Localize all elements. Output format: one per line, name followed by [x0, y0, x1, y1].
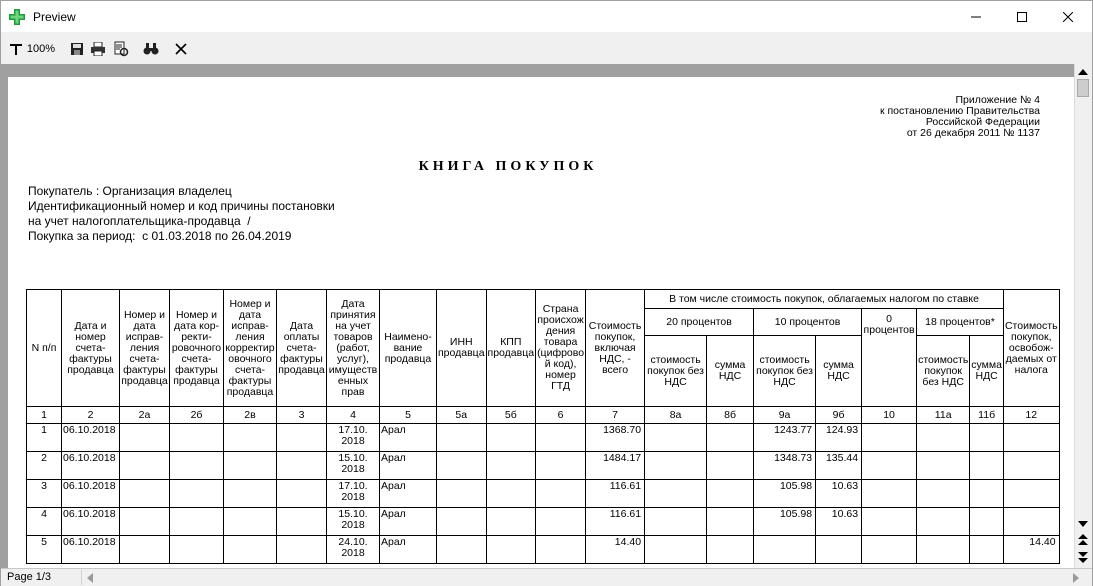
- cell-c12: [1003, 424, 1059, 452]
- column-number: 1: [27, 407, 62, 424]
- cell-empty: [224, 452, 277, 480]
- cell-empty: [862, 480, 917, 508]
- cell-empty: [486, 508, 536, 536]
- column-number: 10: [862, 407, 917, 424]
- cell-n: 1: [27, 424, 62, 452]
- header-total: Стоимость покупок, включая НДС, - всего: [586, 290, 645, 407]
- green-cross-icon: [9, 9, 25, 25]
- column-number: 9а: [754, 407, 816, 424]
- header-pct20: 20 процентов: [645, 309, 754, 336]
- header-payment: Дата оплаты счета-фактуры продавца: [277, 290, 327, 407]
- column-number: 9б: [816, 407, 862, 424]
- print-button[interactable]: [89, 39, 107, 59]
- cell-empty: [536, 536, 586, 564]
- cell-empty: [170, 424, 224, 452]
- header-n: N п/п: [27, 290, 62, 407]
- cell-accept: 24.10. 2018: [327, 536, 380, 564]
- document-title: КНИГА ПОКУПОК: [418, 159, 598, 174]
- cell-date: 06.10.2018: [62, 452, 120, 480]
- cell-empty: [970, 480, 1004, 508]
- table-body: [27, 424, 1060, 564]
- cell-c9a: 1348.73: [754, 452, 816, 480]
- cell-c9b: [816, 536, 862, 564]
- cell-c9b: 10.63: [816, 480, 862, 508]
- find-icon: [143, 42, 159, 56]
- column-number: 5а: [437, 407, 487, 424]
- cell-c9a: 105.98: [754, 480, 816, 508]
- cell-empty: [437, 480, 487, 508]
- header-vat-sum: сумма НДС: [816, 336, 862, 407]
- cell-seller: Арал: [380, 452, 437, 480]
- header-adj-corr-num: Номер и дата исправ-ления корректир овочного счета-фактуры продавца: [224, 290, 277, 407]
- print-icon: [90, 42, 106, 56]
- cell-accept: 15.10. 2018: [327, 452, 380, 480]
- cell-accept: 17.10. 2018: [327, 480, 380, 508]
- cell-empty: [917, 480, 970, 508]
- cell-empty: [224, 536, 277, 564]
- header-cost-wo-vat: стоимость покупок без НДС: [754, 336, 816, 407]
- cell-empty: [277, 536, 327, 564]
- cell-empty: [486, 452, 536, 480]
- cell-total: 14.40: [586, 536, 645, 564]
- page-setup-icon: [113, 41, 129, 57]
- header-exempt: Стоимость покупок, освобож-даемых от налога: [1003, 290, 1059, 407]
- cell-empty: [120, 480, 170, 508]
- column-number: 6: [536, 407, 586, 424]
- page-indicator: Page 1/3: [7, 571, 52, 583]
- scroll-left-icon[interactable]: [86, 573, 94, 583]
- header-vat-sum: сумма НДС: [707, 336, 754, 407]
- header-cost-wo-vat: стоимость покупок без НДС: [645, 336, 707, 407]
- appendix-line: Российской Федерации: [925, 116, 1040, 128]
- cell-empty: [707, 424, 754, 452]
- cell-empty: [224, 508, 277, 536]
- save-icon: [70, 42, 84, 56]
- cell-c9b: 135.44: [816, 452, 862, 480]
- cell-total: 1368.70: [586, 424, 645, 452]
- cell-empty: [862, 536, 917, 564]
- toolbar: [1, 32, 1092, 64]
- cell-empty: [970, 508, 1004, 536]
- header-vat-sum: сумма НДС: [970, 336, 1004, 407]
- cell-empty: [277, 480, 327, 508]
- header-adj-num: Номер и дата кор-ректи-ровочного счета-фактуры продавца: [170, 290, 224, 407]
- cell-seller: Арал: [380, 480, 437, 508]
- cell-n: 3: [27, 480, 62, 508]
- zoom-button[interactable]: [7, 39, 57, 59]
- inn-line: Идентификационный номер и код причины постановки: [28, 199, 335, 213]
- cell-empty: [437, 536, 487, 564]
- scroll-right-icon[interactable]: [1072, 573, 1080, 583]
- column-number: 5б: [486, 407, 536, 424]
- cell-c12: 14.40: [1003, 536, 1059, 564]
- cell-empty: [486, 536, 536, 564]
- cell-n: 5: [27, 536, 62, 564]
- scroll-up-icon[interactable]: [1078, 68, 1088, 76]
- cell-c12: [1003, 480, 1059, 508]
- cell-c9a: [754, 536, 816, 564]
- cell-date: 06.10.2018: [62, 508, 120, 536]
- cell-seller: Арал: [380, 424, 437, 452]
- cell-c12: [1003, 508, 1059, 536]
- cell-empty: [645, 480, 707, 508]
- column-number: 8б: [707, 407, 754, 424]
- cell-n: 2: [27, 452, 62, 480]
- table-row: [27, 452, 1060, 480]
- header-taxed-group: В том числе стоимость покупок, облагаемых налогом по ставке: [645, 290, 1004, 309]
- minimize-icon: [971, 12, 981, 22]
- cell-empty: [277, 452, 327, 480]
- column-number: 4: [327, 407, 380, 424]
- cell-empty: [277, 424, 327, 452]
- cell-accept: 15.10. 2018: [327, 508, 380, 536]
- cell-empty: [536, 508, 586, 536]
- cell-empty: [645, 424, 707, 452]
- purchase-book-table: [26, 289, 1060, 564]
- cell-empty: [437, 424, 487, 452]
- cell-empty: [970, 452, 1004, 480]
- cell-empty: [536, 480, 586, 508]
- cell-empty: [707, 480, 754, 508]
- cell-empty: [645, 452, 707, 480]
- horizontal-scrollbar[interactable]: [81, 570, 1092, 585]
- column-number: 2в: [224, 407, 277, 424]
- minimize-button[interactable]: [953, 1, 999, 32]
- column-number: 11б: [970, 407, 1004, 424]
- close-preview-button[interactable]: [172, 39, 190, 59]
- cell-empty: [224, 424, 277, 452]
- cell-c9a: 1243.77: [754, 424, 816, 452]
- cell-empty: [486, 480, 536, 508]
- document-page: [8, 77, 1074, 568]
- header-date-num: Дата и номер счета-фактуры продавца: [62, 290, 120, 407]
- cell-c9a: 105.98: [754, 508, 816, 536]
- column-number: 7: [586, 407, 645, 424]
- cell-empty: [120, 452, 170, 480]
- table-row: [27, 424, 1060, 452]
- column-number: 12: [1003, 407, 1059, 424]
- cell-empty: [120, 536, 170, 564]
- cell-seller: Арал: [380, 508, 437, 536]
- header-kpp: КПП продавца: [486, 290, 536, 407]
- cell-empty: [437, 508, 487, 536]
- cell-empty: [862, 452, 917, 480]
- cell-empty: [970, 424, 1004, 452]
- cell-empty: [862, 508, 917, 536]
- table-row: [27, 536, 1060, 564]
- close-window-button[interactable]: [1045, 1, 1091, 32]
- cell-total: 116.61: [586, 508, 645, 536]
- header-corr-num: Номер и дата исправ-ления счета-фактуры продавца: [120, 290, 170, 407]
- column-number: 11а: [917, 407, 970, 424]
- cell-empty: [707, 452, 754, 480]
- appendix-line: к постановлению Правительства: [879, 105, 1040, 117]
- cell-empty: [536, 424, 586, 452]
- scroll-thumb[interactable]: [1077, 79, 1089, 97]
- cell-empty: [862, 424, 917, 452]
- column-number: 8а: [645, 407, 707, 424]
- header-cost-wo-vat: стоимость покупок без НДС: [917, 336, 970, 407]
- table-row: [27, 508, 1060, 536]
- window-title: Preview: [33, 10, 76, 24]
- cell-date: 06.10.2018: [62, 424, 120, 452]
- cell-empty: [917, 424, 970, 452]
- cell-empty: [120, 508, 170, 536]
- cell-empty: [170, 452, 224, 480]
- cell-empty: [970, 536, 1004, 564]
- column-number: 3: [277, 407, 327, 424]
- cell-empty: [277, 508, 327, 536]
- vertical-scrollbar[interactable]: [1074, 64, 1092, 568]
- cell-empty: [707, 508, 754, 536]
- zoom-icon: [9, 42, 23, 56]
- cell-c12: [1003, 452, 1059, 480]
- cell-empty: [120, 424, 170, 452]
- header-pct10: 10 процентов: [754, 309, 862, 336]
- status-bar: [1, 568, 1092, 586]
- close-icon: [175, 43, 187, 55]
- cell-seller: Арал: [380, 536, 437, 564]
- column-number: 5: [380, 407, 437, 424]
- preview-area[interactable]: [1, 64, 1074, 568]
- cell-c9b: 124.93: [816, 424, 862, 452]
- cell-c9b: 10.63: [816, 508, 862, 536]
- cell-empty: [645, 536, 707, 564]
- column-number: 2б: [170, 407, 224, 424]
- header-accept-date: Дата принятия на учет товаров (работ, услуг), имуществ енных прав: [327, 290, 380, 407]
- cell-empty: [170, 508, 224, 536]
- header-inn: ИНН продавца: [437, 290, 487, 407]
- cell-empty: [170, 536, 224, 564]
- zoom-level: 100%: [26, 43, 56, 55]
- cell-empty: [917, 508, 970, 536]
- header-pct18: 18 процентов*: [917, 309, 1004, 336]
- cell-empty: [224, 480, 277, 508]
- cell-empty: [707, 536, 754, 564]
- header-pct0: 0 процентов: [862, 309, 917, 407]
- find-button[interactable]: [141, 39, 161, 59]
- column-number: 2а: [120, 407, 170, 424]
- cell-accept: 17.10. 2018: [327, 424, 380, 452]
- appendix-line: Приложение № 4: [955, 94, 1040, 106]
- page-up-icon[interactable]: [1078, 534, 1088, 546]
- inn-line: на учет налогоплательщика-продавца /: [28, 214, 251, 228]
- column-number: 2: [62, 407, 120, 424]
- page-setup-button[interactable]: [111, 39, 131, 59]
- page-down-icon[interactable]: [1078, 551, 1088, 563]
- cell-date: 06.10.2018: [62, 480, 120, 508]
- cell-n: 4: [27, 508, 62, 536]
- maximize-icon: [1017, 12, 1027, 22]
- title-bar[interactable]: [1, 1, 1092, 32]
- cell-total: 1484.17: [586, 452, 645, 480]
- cell-empty: [536, 452, 586, 480]
- period-line: Покупка за период: с 01.03.2018 по 26.04.2019: [28, 229, 292, 243]
- close-icon: [1063, 12, 1073, 22]
- cell-total: 116.61: [586, 480, 645, 508]
- cell-empty: [645, 508, 707, 536]
- cell-empty: [917, 452, 970, 480]
- cell-empty: [437, 452, 487, 480]
- cell-date: 06.10.2018: [62, 536, 120, 564]
- cell-empty: [486, 424, 536, 452]
- appendix-line: от 26 декабря 2011 № 1137: [906, 127, 1040, 139]
- header-seller-name: Наимено-вание продавца: [380, 290, 437, 407]
- maximize-button[interactable]: [999, 1, 1045, 32]
- cell-empty: [917, 536, 970, 564]
- buyer-line: Покупатель : Организация владелец: [28, 184, 232, 198]
- save-button[interactable]: [68, 39, 86, 59]
- table-row: [27, 480, 1060, 508]
- cell-empty: [170, 480, 224, 508]
- header-origin: Страна происхож дения товара (цифрово й код), номер ГТД: [536, 290, 586, 407]
- scroll-down-icon[interactable]: [1078, 520, 1088, 528]
